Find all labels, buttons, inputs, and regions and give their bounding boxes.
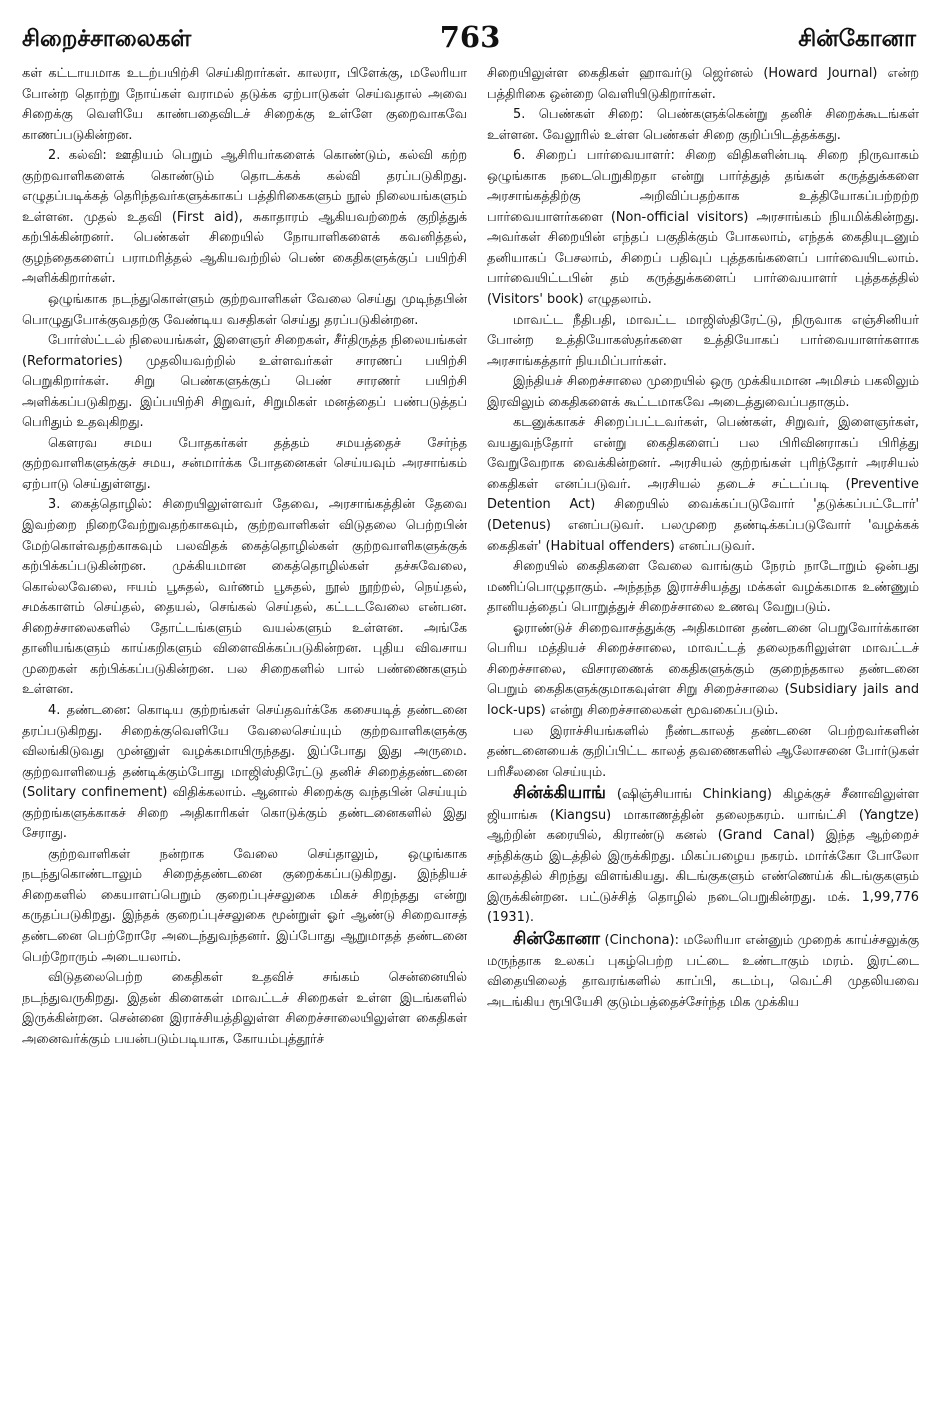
paragraph: போர்ஸ்ட்டல் நிலையங்கள், இளைஞர் சிறைகள், சீர்திருத்த நிலையங்கள் (Reformatories) முதலியவற்றில் உள்ளவர்கள் சாரணப் பயிற்சி பெறுகிறார்கள். சிறு பெண்களுக்குப் பெண் சாரணர் பயிற்சி அளிக்கப்படுகிறது. இப்பயிற்சி சிறுவர், சிறுமிகள் மனத்தைப் பண்படுத்தப் பெரிதும் உதவுகிறது.: [22, 333, 467, 431]
left-column: [22, 64, 467, 1414]
paragraph-continued: சிறையிலுள்ள கைதிகள் ஹாவர்டு ஜெர்னல் (Howard Journal) என்ற பத்திரிகை ஒன்றை வெளியிடுகிறார்கள்.: [487, 66, 919, 102]
page-header: [0, 0, 940, 60]
paragraph: 3. கைத்தொழில்: சிறையிலுள்ளவர் தேவை, அரசாங்கத்தின் தேவை இவற்றை நிறைவேற்றுவதற்காகவும், குற்றவாளிகள் விடுதலை பெற்றபின் மேற்கொள்வதற்காகவும் பலவிதக் கைத்தொழில்கள் குற்றவாளிகளுக்குக் கற்பிக்கப்படுகின்றன. முக்கியமான கைத்தொழில்கள் தச்சுவேலை, கொல்லவேலை, ஈயம் பூசுதல், வர்ணம் பூசுதல், நூல் நூற்றல், நெய்தல், சமக்காளம் செய்தல், தையல், செங்கல் செய்தல், கட்டடவேலை என்பன. சிறைச்சாலைகளில் தோட்டங்களும் வயல்களும் உள்ளன. அங்கே தானியங்களும் காய்கறிகளும் விளைவிக்கப்படுகின்றன. புதிய விவசாய முறைகள் கற்பிக்கப்படுகின்றன. பல சிறைகளில் பால் பண்ணைகளும் உள்ளன.: [22, 497, 467, 698]
encyclopedia-entry: [487, 783, 919, 929]
entry-text: (Cinchona): மலேரியா என்னும் முறைக் காய்ச்சலுக்கு மருந்தாக உலகப் புகழ்பெற்ற பட்டை உண்டாகும் மரம். இரட்டை விதையிலைத் தாவரங்களில் காப்பி, கடம்பு, வெட்சி முதலியவை அடங்கிய ரூபியேசி குடும்பத்தைச்சேர்ந்த மிக முக்கிய: [487, 932, 919, 1010]
paragraph: சிறையில் கைதிகளை வேலை வாங்கும் நேரம் நாடோறும் ஒன்பது மணிப்பொழுதாகும். அந்தந்த இராச்சியத்து மக்கள் வழக்கமாக உண்ணும் தானியத்தைப் பொறுத்துச் சிறைச்சாலை உணவு வேறுபடும்.: [487, 559, 919, 616]
paragraph: கௌரவ சமய போதகர்கள் தத்தம் சமயத்தைச் சேர்ந்த குற்றவாளிகளுக்குச் சமய, சன்மார்க்க போதனைகள் செய்யவும் அரசாங்கம் ஏற்பாடு செய்துள்ளது.: [22, 435, 467, 492]
paragraph: மாவட்ட நீதிபதி, மாவட்ட மாஜிஸ்திரேட்டு, நிருவாக எஞ்சினியர் போன்ற உத்தியோகஸ்தர்களை உத்தியோகப் பார்வையாளர்களாக அரசாங்கத்தார் நியமிப்பார்கள்.: [487, 312, 919, 369]
running-head-left: சிறைச்சாலைகள்: [22, 26, 192, 52]
paragraph: கடனுக்காகச் சிறைப்பட்டவர்கள், பெண்கள், சிறுவர், இளைஞர்கள், வயதுவந்தோர் என்று கைதிகளைப் பல பிரிவினராகப் பிரித்து வேறுவேறாக வைக்கின்றனர். அரசியல் குற்றங்கள் புரிந்தோர் அரசியல் கைதிகள் எனப்படுவர். அரசியல் தடைச் சட்டப்படி (Preventive Detention Act) சிறையில் வைக்கப்படுவோர் 'தடுக்கப்பட்டோர்' (Detenus) எனப்படுவர். பலமுறை தண்டிக்கப்படுவோர் 'வழக்கக் கைதிகள்' (Habitual offenders) எனப்படுவர்.: [487, 415, 919, 554]
paragraph: 6. சிறைப் பார்வையாளர்: சிறை விதிகளின்படி சிறை நிருவாகம் ஒழுங்காக நடைபெறுகிறதா என்று பார்த்துத் தங்கள் கருத்துக்களை அரசாங்கத்திற்கு அறிவிப்பதற்காக உத்தியோகப்பற்றற்ற பார்வையாளர்களை (Non-official visitors) அரசாங்கம் நியமிக்கின்றது. அவர்கள் சிறையின் எந்தப் பகுதிக்கும் போகலாம், எந்தக் கைதியுடனும் தனியாகப் பேசலாம், சிறைப் பதிவுப் புத்தகங்களைப் பார்வையிடலாம். பார்வையிட்டபின் தம் கருத்துக்களைப் பார்வையாளர் புத்தகத்தில் (Visitors' book) எழுதலாம்.: [487, 148, 919, 308]
paragraph: ஒழுங்காக நடந்துகொள்ளும் குற்றவாளிகள் வேலை செய்து முடிந்தபின் பொழுதுபோக்குவதற்கு வேண்டிய வசதிகள் செய்து தரப்படுகின்றன.: [22, 292, 467, 328]
entry-headword: சின்க்கியாங்: [513, 783, 606, 804]
paragraph: 4. தண்டனை: கொடிய குற்றங்கள் செய்தவர்க்கே கசையடித் தண்டனை தரப்படுகிறது. சிறைக்குவெளியே வேலைசெய்யும் குற்றவாளிகளுக்கு விலங்கிடுவது முன்னுள் வழக்கமாயிருந்தது. இப்போது இது அருமை. குற்றவாளியைத் தண்டிக்கும்போது மாஜிஸ்திரேட்டு தனிச் சிறைத்தண்டனை (Solitary confinement) விதிக்கலாம். ஆனால் சிறைக்கு வந்தபின் செய்யும் குற்றங்களுக்காகச் சிறை அதிகாரிகள் கொடுக்கும் தண்டனைகளில் இது சேராது.: [22, 702, 467, 842]
paragraph: பல இராச்சியங்களில் நீண்டகாலத் தண்டனை பெற்றவர்களின் தண்டனையைக் குறிப்பிட்ட காலத் தவணைகளில் ஆலோசனை போர்டுகள் பரிசீலனை செய்யும்.: [487, 723, 919, 780]
paragraph-continued: கள் கட்டாயமாக உடற்பயிற்சி செய்கிறார்கள். காலரா, பிளேக்கு, மலேரியா போன்ற தொற்று நோய்கள் வராமல் தடுக்க ஏற்பாடுகள் செய்வதால் அவை சிறைக்கு வெளியே காண்பதைவிடச் சிறைக்கு உள்ளே குறைவாகவே காணப்படுகின்றன.: [22, 66, 467, 143]
page-number: 763: [439, 20, 501, 54]
encyclopedia-entry: [487, 929, 919, 1013]
paragraph: குற்றவாளிகள் நன்றாக வேலை செய்தாலும், ஒழுங்காக நடந்துகொண்டாலும் சிறைத்தண்டனை குறைக்கப்படுகிறது. இந்தியச் சிறைகளில் கையாளப்பெறும் குறைப்புச்சலுகை மிகச் சிறந்தது என்று கருதப்படுகிறது. இந்தக் குறைப்புச்சலுகை மூன்றுள் ஓர் ஆண்டு சிறைவாசத் தண்டனை பெற்றோரே அடைந்துவந்தனர். இப்போது ஆறுமாதத் தண்டனை பெற்றோரும் அடையலாம்.: [22, 846, 467, 965]
entry-text: (ஷிஞ்சியாங் Chinkiang) கிழக்குச் சீனாவிலுள்ள ஜியாங்சு (Kiangsu) மாகாணத்தின் தலைநகரம். யாங்ட்சி (Yangtze) ஆற்றின் கரையில், கிராண்டு கனல் (Grand Canal) இந்த ஆற்றைச் சந்திக்கும் இடத்தில் இருக்கிறது. மிகப்பழைய நகரம். மார்க்கோ போலோ காலத்தில் சிறந்து விளங்கியது. கிடங்குகளும் எண்ணெய்க் கிடங்குகளும் இருக்கின்றன. பட்டுச்சித் தொழில் நடைபெறுகின்றது. மக். 1,99,776 (1931).: [487, 787, 919, 926]
running-head-right: சின்கோனா: [798, 26, 916, 52]
right-column: [487, 64, 919, 1414]
paragraph: இந்தியச் சிறைச்சாலை முறையில் ஒரு முக்கியமான அமிசம் பகலிலும் இரவிலும் கைதிகளைக் கூட்டமாகவே அடைத்துவைப்பதாகும்.: [487, 374, 919, 410]
paragraph: ஓராண்டுச் சிறைவாசத்துக்கு அதிகமான தண்டனை பெறுவோர்க்கான பெரிய மத்தியச் சிறைச்சாலை, மாவட்டத் தலைநகரிலுள்ள மாவட்டச் சிறைச்சாலை, விசாரணைக் கைதிகளுக்கும் குறைந்தகால தண்டனை பெறும் கைதிகளுக்குமாகவுள்ள சிறு சிறைச்சாலை (Subsidiary jails and lock-ups) என்று சிறைச்சாலைகள் மூவகைப்படும்.: [487, 620, 919, 718]
paragraph: 5. பெண்கள் சிறை: பெண்களுக்கென்று தனிச் சிறைக்கூடங்கள் உள்ளன. வேலூரில் உள்ள பெண்கள் சிறை குறிப்பிடத்தக்கது.: [487, 107, 919, 143]
entry-headword: சின்கோனா: [513, 928, 600, 949]
paragraph: 2. கல்வி: ஊதியம் பெறும் ஆசிரியர்களைக் கொண்டும், கல்வி கற்ற குற்றவாளிகளைக் கொண்டும் தொடக்கக் கல்வி தரப்படுகிறது. எழுதப்படிக்கத் தெரிந்தவர்களுக்காகப் பத்திரிகைகளும் நூல் நிலையங்களும் உள்ளன. முதல் உதவி (First aid), சுகாதாரம் ஆகியவற்றைக் குறித்துக் கற்பிக்கின்றனர். பெண்கள் சிறையில் நோயாளிகளைக் கவனித்தல், குழந்தைகளைப் பராமரித்தல் ஆகியவற்றில் பெண் கைதிகளுக்குப் பயிற்சி அளிக்கிறார்கள்.: [22, 148, 467, 287]
paragraph: விடுதலைபெற்ற கைதிகள் உதவிச் சங்கம் சென்னையில் நடந்துவருகிறது. இதன் கிளைகள் மாவட்டச் சிறைகள் உள்ள இடங்களில் இருக்கின்றன. சென்னை இராச்சியத்திலுள்ள சிறைச்சாலையிலுள்ள கைதிகள் அனைவர்க்கும் பயன்படும்படியாக, கோயம்புத்தூர்ச்: [22, 970, 467, 1047]
